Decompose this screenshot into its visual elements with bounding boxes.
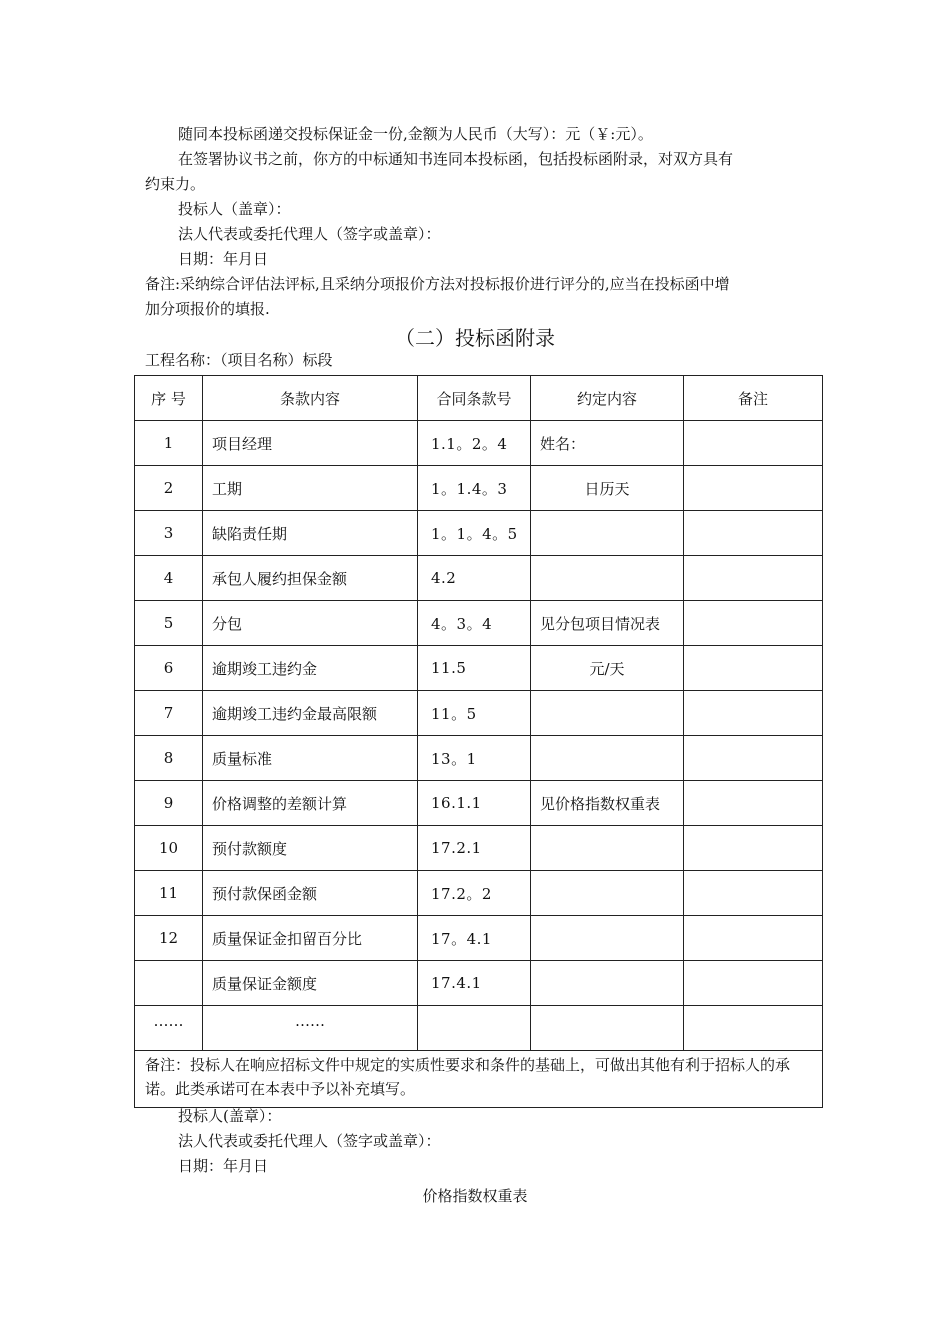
row-note xyxy=(684,466,823,511)
header-note: 备注 xyxy=(684,376,823,421)
row-no: 12 xyxy=(135,916,203,961)
row-item: 价格调整的差额计算 xyxy=(203,781,418,826)
row-no: 2 xyxy=(135,466,203,511)
binding-paragraph-line2: 约束力。 xyxy=(145,175,206,193)
row-item: 项目经理 xyxy=(203,421,418,466)
row-item: 预付款保函金额 xyxy=(203,871,418,916)
footer-bidder-label: 投标人(盖章）： xyxy=(178,1107,282,1125)
row-agreed: 见价格指数权重表 xyxy=(531,781,684,826)
row-item: 逾期竣工违约金最高限额 xyxy=(203,691,418,736)
header-item: 条款内容 xyxy=(203,376,418,421)
row-item: 工期 xyxy=(203,466,418,511)
ellipsis-no: …… xyxy=(135,1006,203,1051)
table-row xyxy=(135,691,823,736)
row-note xyxy=(684,646,823,691)
ellipsis-clause xyxy=(418,1006,531,1051)
row-no: 4 xyxy=(135,556,203,601)
ellipsis-agreed xyxy=(531,1006,684,1051)
row-clause: 17.2。2 xyxy=(418,871,531,916)
row-note xyxy=(684,916,823,961)
row-item: 缺陷责任期 xyxy=(203,511,418,556)
row-agreed xyxy=(531,916,684,961)
row-agreed xyxy=(531,826,684,871)
row-no: 10 xyxy=(135,826,203,871)
header-clause: 合同条款号 xyxy=(418,376,531,421)
row-clause: 16.1.1 xyxy=(418,781,531,826)
row-clause: 17.4.1 xyxy=(418,961,531,1006)
table-row xyxy=(135,871,823,916)
row-clause: 11.5 xyxy=(418,646,531,691)
row-agreed xyxy=(531,961,684,1006)
row-agreed: 见分包项目情况表 xyxy=(531,601,684,646)
binding-paragraph-line1: 在签署协议书之前，你方的中标通知书连同本投标函，包括投标函附录，对双方具有 xyxy=(178,150,734,168)
price-index-weight-title: 价格指数权重表 xyxy=(422,1187,528,1205)
row-no: 3 xyxy=(135,511,203,556)
row-no: 5 xyxy=(135,601,203,646)
table-row xyxy=(135,421,823,466)
row-no: 1 xyxy=(135,421,203,466)
table-row xyxy=(135,736,823,781)
row-agreed: 姓名： xyxy=(531,421,684,466)
row-no: 9 xyxy=(135,781,203,826)
row-no xyxy=(135,961,203,1006)
row-agreed xyxy=(531,871,684,916)
table-remark-row xyxy=(135,1051,823,1108)
footer-legal-rep-label: 法人代表或委托代理人（签字或盖章）： xyxy=(178,1132,441,1150)
row-clause: 1.1。2。4 xyxy=(418,421,531,466)
row-item: 逾期竣工违约金 xyxy=(203,646,418,691)
note-line2: 加分项报价的填报. xyxy=(145,300,270,318)
ellipsis-item: …… xyxy=(203,1006,418,1051)
row-agreed: 元/天 xyxy=(531,646,684,691)
table-row xyxy=(135,916,823,961)
section-title: （二）投标函附录 xyxy=(395,326,555,350)
row-clause: 4。3。4 xyxy=(418,601,531,646)
table-row xyxy=(135,601,823,646)
row-item: 预付款额度 xyxy=(203,826,418,871)
row-note xyxy=(684,961,823,1006)
row-note xyxy=(684,691,823,736)
row-no: 6 xyxy=(135,646,203,691)
row-item: 质量保证金扣留百分比 xyxy=(203,916,418,961)
row-clause: 1。1.4。3 xyxy=(418,466,531,511)
row-no: 7 xyxy=(135,691,203,736)
table-row xyxy=(135,826,823,871)
row-clause: 4.2 xyxy=(418,556,531,601)
table-row xyxy=(135,511,823,556)
table-remark: 备注：投标人在响应招标文件中规定的实质性要求和条件的基础上，可做出其他有利于招标人的承诺。此类承诺可在本表中予以补充填写。 xyxy=(135,1051,823,1108)
row-note xyxy=(684,511,823,556)
date-label: 日期：年月日 xyxy=(178,250,269,268)
row-no: 11 xyxy=(135,871,203,916)
table-row xyxy=(135,781,823,826)
header-agreed: 约定内容 xyxy=(531,376,684,421)
row-clause: 11。5 xyxy=(418,691,531,736)
row-note xyxy=(684,871,823,916)
table-row xyxy=(135,466,823,511)
row-clause: 17.2.1 xyxy=(418,826,531,871)
row-item: 分包 xyxy=(203,601,418,646)
legal-rep-label: 法人代表或委托代理人（签字或盖章）： xyxy=(178,225,441,243)
deposit-paragraph: 随同本投标函递交投标保证金一份,金额为人民币（大写）：元（￥:元）。 xyxy=(178,125,653,143)
row-item: 质量保证金额度 xyxy=(203,961,418,1006)
header-no: 序 号 xyxy=(135,376,203,421)
row-note xyxy=(684,421,823,466)
table-row xyxy=(135,556,823,601)
row-note xyxy=(684,556,823,601)
row-note xyxy=(684,826,823,871)
row-agreed xyxy=(531,556,684,601)
row-note xyxy=(684,601,823,646)
bidder-seal-label: 投标人（盖章）： xyxy=(178,200,291,218)
footer-date-label: 日期：年月日 xyxy=(178,1157,269,1175)
row-agreed xyxy=(531,691,684,736)
table-header-row xyxy=(135,376,823,421)
ellipsis-note xyxy=(684,1006,823,1051)
row-note xyxy=(684,736,823,781)
table-row xyxy=(135,646,823,691)
row-no: 8 xyxy=(135,736,203,781)
bid-appendix-table xyxy=(134,375,823,1108)
table-row xyxy=(135,961,823,1006)
note-line1: 备注:采纳综合评估法评标,且采纳分项报价方法对投标报价进行评分的,应当在投标函中增 xyxy=(145,275,730,293)
row-clause: 1。1。4。5 xyxy=(418,511,531,556)
row-clause: 13。1 xyxy=(418,736,531,781)
project-name: 工程名称：（项目名称）标段 xyxy=(145,351,333,369)
row-agreed xyxy=(531,511,684,556)
row-note xyxy=(684,781,823,826)
row-clause: 17。4.1 xyxy=(418,916,531,961)
row-agreed: 日历天 xyxy=(531,466,684,511)
row-item: 承包人履约担保金额 xyxy=(203,556,418,601)
row-item: 质量标准 xyxy=(203,736,418,781)
row-agreed xyxy=(531,736,684,781)
table-row-ellipsis xyxy=(135,1006,823,1051)
